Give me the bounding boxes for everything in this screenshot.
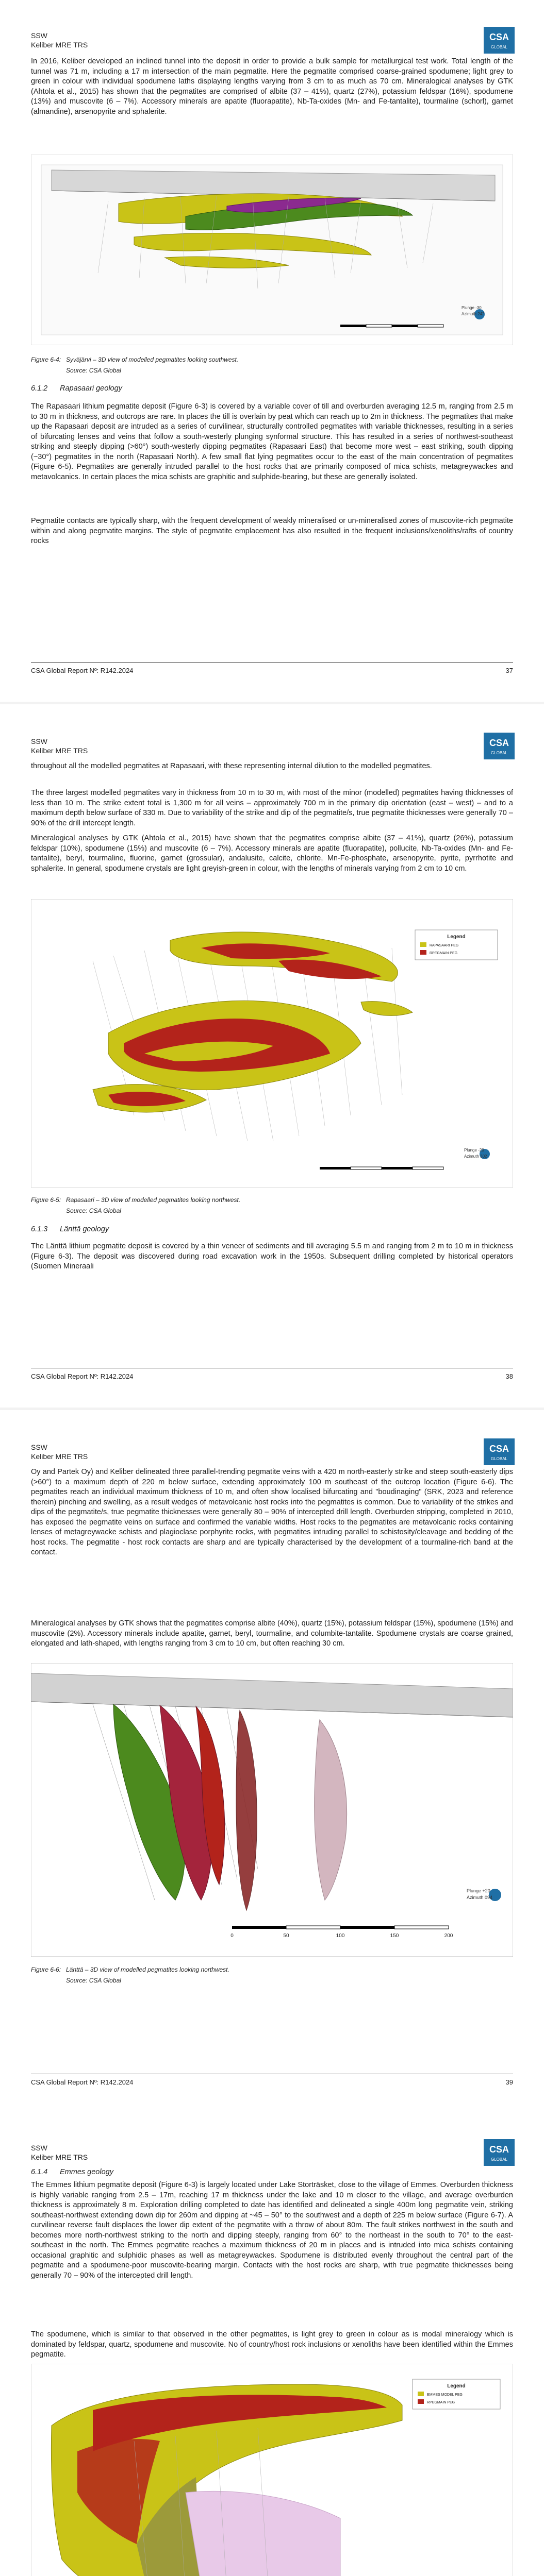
page-header — [31, 737, 88, 755]
legend-title: Legend — [447, 934, 466, 940]
svg-text:RPEGMAIN PEG: RPEGMAIN PEG — [427, 2401, 455, 2404]
company-name: SSW — [31, 31, 47, 40]
body-paragraph: Oy and Partek Oy) and Keliber delineated three parallel-trending pegmatite veins with a 420 m north-easterly strike and steep south-easterly dips (>60°) to a maximum depth of 220 m below surface, extending approximately 100 m southeast of the outcrop location (Figure 6-6). The pegmatites reach an individual maximum thickness of 10 m, and often show localised bifurcating and "boudinaging" (SRK, 2023 and reference therein) pinching and swelling, as a result wedges of metavolcanic host rocks into the pegmatites is common. Due to variability of the strikes and dips of the pegmatite/s, true pegmatite thicknesses were generally 80 – 90% of intercepted drill length. Overburden stripping, completed in 2010, has exposed the pegmatite veins on surface and confirmed the variable widths. Host rocks to the pegmatites are metavolcanic rocks containing lenses of metagreywacke schists and plagioclase porphyrite rocks, with pegmatites intruding parallel to schistosity/cleavage and bedding of the host rocks. The pegmatite - host rock contacts are sharp and are typically characterised by the development of a tourmaline-rich band at the contact. — [31, 1468, 513, 1556]
csa-global-logo — [484, 733, 515, 759]
page-40 — [0, 2112, 544, 2576]
figure-caption: Figure 6-6: Länttä – 3D view of modelled pegmatites looking northwest. — [31, 1966, 229, 1973]
figure-source: Source: CSA Global — [66, 1207, 121, 1214]
svg-text:GLOBAL: GLOBAL — [490, 1456, 508, 1461]
section-heading: 6.1.4 Emmes geology — [31, 2168, 113, 2176]
page-header — [31, 2143, 88, 2162]
svg-text:CSA: CSA — [489, 2144, 509, 2155]
svg-text:Plunge -30: Plunge -30 — [461, 306, 482, 310]
page-header — [31, 1443, 88, 1461]
scale-label: 100 — [336, 1933, 345, 1939]
page-footer: CSA Global Report Nº: R142.2024 37 — [31, 662, 513, 674]
csa-global-logo — [484, 1438, 515, 1465]
figure-source: Source: CSA Global — [66, 1977, 121, 1984]
page-footer: CSA Global Report Nº: R142.2024 38 — [31, 1368, 513, 1380]
figure-rapasaari-3d — [31, 899, 513, 1188]
svg-text:CSA: CSA — [489, 738, 509, 748]
body-paragraph: throughout all the modelled pegmatites at Rapasaari, with these representing internal dilution to the modelled pegmatites. — [31, 762, 432, 770]
body-paragraph: Mineralogical analyses by GTK shows that the pegmatites comprise albite (40%), quartz (15%), potassium feldspar (15%), spodumene (15%) and muscovite (2%). Accessory minerals include apatite, garnet, beryl, tourmaline, and columbite-tantalite. Spodumene crystals are coarse grained, elongated and lath-shaped, with lengths ranging from 3 cm to 10 cm, but often reaching 30 cm. — [31, 1619, 513, 1648]
svg-text:EMMES MODEL PEG: EMMES MODEL PEG — [427, 2393, 463, 2397]
company-name: SSW — [31, 1443, 47, 1451]
company-name: SSW — [31, 2144, 47, 2152]
section-heading: 6.1.3 Länttä geology — [31, 1225, 109, 1233]
svg-text:Plunge +20: Plunge +20 — [467, 1888, 490, 1893]
project-name: Keliber MRE TRS — [31, 2153, 88, 2161]
legend-title: Legend — [447, 2383, 466, 2389]
svg-text:CSA: CSA — [489, 32, 509, 42]
page-header — [31, 31, 88, 49]
body-paragraph: The spodumene, which is similar to that observed in the other pegmatites, is light grey to green in colour as is modal mineralogy which is dominated by feldspar, quartz, spodumene and muscovite. No of country/host rock inclusions or xenoliths have been identified within the Emmes pegmatite. — [31, 2330, 513, 2359]
scale-label: 150 — [390, 1933, 399, 1939]
project-name: Keliber MRE TRS — [31, 1452, 88, 1461]
page-separator — [0, 1408, 544, 1410]
svg-text:GLOBAL: GLOBAL — [490, 2157, 508, 2162]
csa-global-logo — [484, 2139, 515, 2166]
body-paragraph: Pegmatite contacts are typically sharp, with the frequent development of weakly mineralised or un-mineralised zones of muscovite-rich pegmatite within and along pegmatite margins. The style of pegmatite emplacement has also resulted in the frequent inclusions/xenoliths/rafts of country rocks — [31, 517, 513, 545]
figure-emmes-3d — [31, 2364, 513, 2576]
svg-text:CSA: CSA — [489, 1444, 509, 1454]
page-number: 38 — [505, 1372, 513, 1380]
svg-text:RAPASAARI PEG: RAPASAARI PEG — [430, 944, 459, 947]
body-paragraph: The Emmes lithium pegmatite deposit (Figure 6-3) is largely located under Lake Storträsket, close to the village of Emmes. Overburden thickness is highly variable ranging from 2.5 – 17m, reaching 17 m thickness under the lake and 10 m closer to the village, and average overburden thickness is approximately 8 m. Exploration drilling completed to date has identified and delineated a single 400m long pegmatite vein, striking southeast-northwest extending down dip for 260m and dipping at ~45 – 50° to the southwest and a depth of 225 m below surface (Figure 6-7). A curvilinear reverse fault displaces the lower dip extent of the pegmatite with a throw of about 80m. The fault strikes northwest in the south and becomes more north-northwest striking to the north and dipping steeply, ranging from 60° to the northeast in the south to 70° to the east-southeast in the north. The Emmes pegmatite reaches a maximum thickness of 20 m in places and is intruded into mica schists containing occasional graphitic and sulphidic phases as well as metagreywackes. Spodumene is distributed evenly throughout the central part of the pegmatite and a spodumene-poor muscovite-bearing margin. Contacts with the host rocks are sharp, with true pegmatite thicknesses being generally 70 – 90% of the intercepted drill length. — [31, 2181, 513, 2280]
scale-label: 0 — [230, 1933, 234, 1939]
svg-text:GLOBAL: GLOBAL — [490, 751, 508, 755]
body-paragraph: The Länttä lithium pegmatite deposit is covered by a thin veneer of sediments and till averaging 5.5 m and ranging from 2 m to 10 m in thickness (Figure 6-3). The deposit was discovered during road excavation work in the 1950s. Subsequent drilling completed by historical operators (Suomen Mineraali — [31, 1242, 513, 1270]
page-number: 39 — [505, 2078, 513, 2086]
figure-lantta-3d — [31, 1663, 513, 1957]
svg-text:Azimuth 302: Azimuth 302 — [464, 1154, 487, 1159]
body-paragraph: Mineralogical analyses by GTK (Ahtola et al., 2015) have shown that the pegmatites comprise albite (37 – 41%), quartz (26%), potassium feldspar (10%), spodumene (15%) and muscovite (6 – 7%). Accessory minerals are apatite (fluorapatite), pollucite, Nb-Ta-oxides (Mn- and Fe-tantalite), beryl, tourmaline, fluorine, garnet (grossular), andalusite, calcite, chlorite, Mn-Fe-phosphate, arsenopyrite, pyrite, pyrrhotite and sphalerite. In general, spodumene crystals are light greyish-green in colour, with the lengths of minerals varying from 2 cm to 10 cm. — [31, 834, 513, 873]
section-heading: 6.1.2 Rapasaari geology — [31, 384, 122, 393]
svg-text:Plunge -20: Plunge -20 — [464, 1148, 484, 1153]
body-paragraph: The Rapasaari lithium pegmatite deposit (Figure 6-3) is covered by a variable cover of till and overburden averaging 12.5 m, ranging from 2.5 m to 30 m in thickness, and outcrops are rare. In places the till is overlain by peat which can reach up to 2m in thickness. The pegmatites that make up the Rapasaari deposit are intruded as a series of curvilinear, structurally controlled pegmatites with variable thicknesses, resulting in a series of bifurcating lenses and veins that follow a south-westerly plunging synformal structure. This has resulted in a series of northwest-southeast striking and steeply dipping (>60°) south-westerly dipping pegmatites (Rapasaari East) that become more west – east striking, south dipping (~30°) pegmatites in the north (Rapasaari North). A few small flat lying pegmatites occur to the east of the main concentration of pegmatites (Figure 6-5). Pegmatites are generally intruded parallel to the host rocks that are primarily composed of mica schists, metagreywackes and metavolcanics. In certain places the mica schists are graphitic and sulphide-bearing, but these are generally isolated. — [31, 402, 513, 481]
svg-text:RPEGMAIN PEG: RPEGMAIN PEG — [430, 952, 458, 955]
scale-label: 50 — [283, 1933, 289, 1939]
project-name: Keliber MRE TRS — [31, 747, 88, 755]
svg-text:GLOBAL: GLOBAL — [490, 45, 508, 49]
figure-caption: Figure 6-4: Syväjärvi – 3D view of modelled pegmatites looking southwest. — [31, 356, 239, 363]
company-name: SSW — [31, 737, 47, 745]
page-number: 37 — [505, 667, 513, 674]
project-name: Keliber MRE TRS — [31, 41, 88, 49]
body-paragraph: In 2016, Keliber developed an inclined tunnel into the deposit in order to provide a bulk sample for metallurgical test work. Total length of the tunnel was 71 m, including a 17 m intersection of the main pegmatite. Here the pegmatite comprised coarse-grained spodumene; light grey to green in colour with individual spodumene laths displaying lengths varying from 3 cm to as much as 70 cm. Mineralogical analyses by GTK (Ahtola et al., 2015) has shown that the pegmatites are comprised of albite (37 – 41%), quartz (27%), potassium feldspar (16%), spodumene (13%) and muscovite (6 – 7%). Accessory minerals are apatite (fluorapatite), Nb-Ta-oxides (Mn- and Fe-tantalite), tourmaline (schorl), garnet (almandine), arsenopyrite and sphalerite. — [31, 57, 513, 116]
page-separator — [0, 702, 544, 704]
page-37 — [0, 0, 544, 701]
csa-global-logo — [484, 27, 515, 54]
svg-text:Azimuth 242: Azimuth 242 — [461, 312, 485, 316]
scale-label: 200 — [444, 1933, 453, 1939]
page-38 — [0, 706, 544, 1406]
figure-caption: Figure 6-5: Rapasaari – 3D view of modelled pegmatites looking northwest. — [31, 1196, 241, 1204]
figure-source: Source: CSA Global — [66, 367, 121, 374]
page-footer: CSA Global Report Nº: R142.2024 39 — [31, 2074, 513, 2086]
figure-syvajarvi-3d — [31, 155, 513, 345]
body-paragraph: The three largest modelled pegmatites vary in thickness from 10 m to 30 m, with most of the minor (modelled) pegmatites having thicknesses of less than 10 m. The strike extent total is 1,300 m for all veins – approximately 700 m in the primary dip orientation (east – west) – and to a maximum depth below surface of 330 m. Due to variability of the strike and dip of the pegmatite/s, true pegmatite thicknesses were generally 70 – 90% of the drill intercept length. — [31, 789, 513, 827]
page-39 — [0, 1412, 544, 2112]
svg-text:Azimuth 094: Azimuth 094 — [467, 1895, 493, 1900]
